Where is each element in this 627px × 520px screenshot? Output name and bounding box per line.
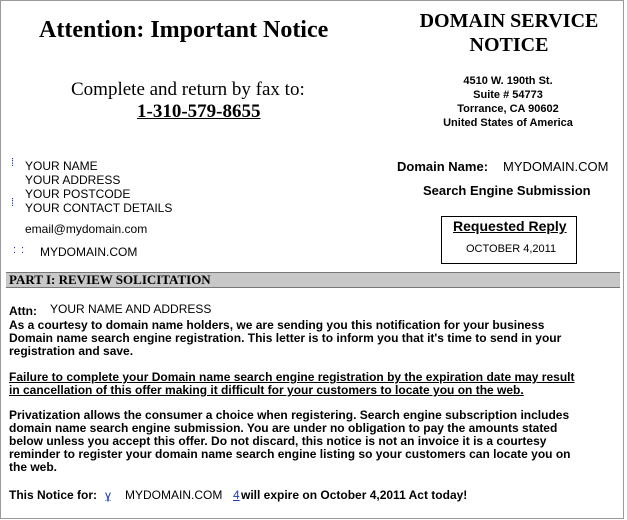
- paragraph-line: the web.: [9, 460, 58, 474]
- service-name: Search Engine Submission: [423, 183, 591, 198]
- paragraph-line: Privatization allows the consumer a choice when registering. Search engine subscription includes: [9, 408, 570, 422]
- sender-address: [439, 74, 577, 130]
- paragraph-line: As a courtesy to domain name holders, we are sending you this notification for your business: [9, 318, 545, 332]
- sender-address-line: 4510 W. 190th St.: [463, 75, 553, 87]
- sender-address-line: United States of America: [443, 117, 573, 129]
- final-notice-prefix: This Notice for:: [9, 488, 98, 502]
- final-notice-suffix: will expire on October 4,2011 Act today!: [241, 488, 468, 502]
- sender-address-line: Suite # 54773: [473, 89, 543, 101]
- customer-email: email@mydomain.com: [25, 222, 148, 236]
- service-title-line-2: NOTICE: [469, 34, 549, 56]
- section-title: PART I: REVIEW SOLICITATION: [9, 272, 211, 287]
- paragraph-privatization: [9, 409, 570, 474]
- customer-contact: YOUR CONTACT DETAILS: [25, 201, 173, 215]
- customer-name: YOUR NAME: [25, 159, 98, 173]
- customer-address: YOUR ADDRESS: [25, 173, 121, 187]
- domain-service-notice-title: [411, 9, 607, 57]
- fax-number: 1-310-579-8655: [137, 101, 261, 122]
- paragraph-line: reminder to register your domain name search engine listing so your customers can locate you on: [9, 447, 571, 461]
- paragraph-line: below unless you accept this offer. Do not discard, this notice is not an invoice it is a courtesy: [9, 434, 547, 448]
- paragraph-courtesy: [9, 319, 561, 358]
- attn-label: Attn:: [9, 304, 37, 318]
- field-marker: 4: [233, 488, 240, 502]
- customer-domain: MYDOMAIN.COM: [40, 245, 138, 259]
- final-notice-domain: MYDOMAIN.COM: [125, 488, 223, 502]
- notice-title: Attention: Important Notice: [39, 17, 329, 43]
- customer-details: [25, 159, 172, 215]
- field-marker: ⁞: [11, 157, 15, 169]
- field-marker: ɣ: [105, 488, 112, 502]
- field-marker: :: [13, 244, 17, 256]
- paragraph-line: in cancellation of this offer making it difficult for your customers to locate you on the web.: [9, 383, 524, 397]
- sender-address-line: Torrance, CA 90602: [457, 103, 559, 115]
- paragraph-line: registration and save.: [9, 344, 134, 358]
- requested-reply-title: Requested Reply: [453, 218, 567, 234]
- requested-reply-date: OCTOBER 4,2011: [466, 243, 557, 255]
- paragraph-line: Domain name search engine registration. This letter is to inform you that it's time to send in your: [9, 331, 562, 345]
- attn-value: YOUR NAME AND ADDRESS: [50, 302, 212, 316]
- fax-label: Complete and return by fax to:: [71, 79, 305, 100]
- domain-name-label: Domain Name:: [397, 159, 489, 174]
- paragraph-line: Failure to complete your Domain name search engine registration by the expiration date may result: [9, 370, 575, 384]
- paragraph-failure-warning: [9, 371, 574, 397]
- field-marker: :: [21, 244, 25, 256]
- customer-postcode: YOUR POSTCODE: [25, 187, 131, 201]
- domain-name-value: MYDOMAIN.COM: [503, 159, 609, 174]
- field-marker: ⁞: [11, 197, 15, 209]
- paragraph-line: domain name search engine submission. You are under no obligation to pay the amounts stated: [9, 421, 558, 435]
- service-title-line-1: DOMAIN SERVICE: [419, 10, 599, 32]
